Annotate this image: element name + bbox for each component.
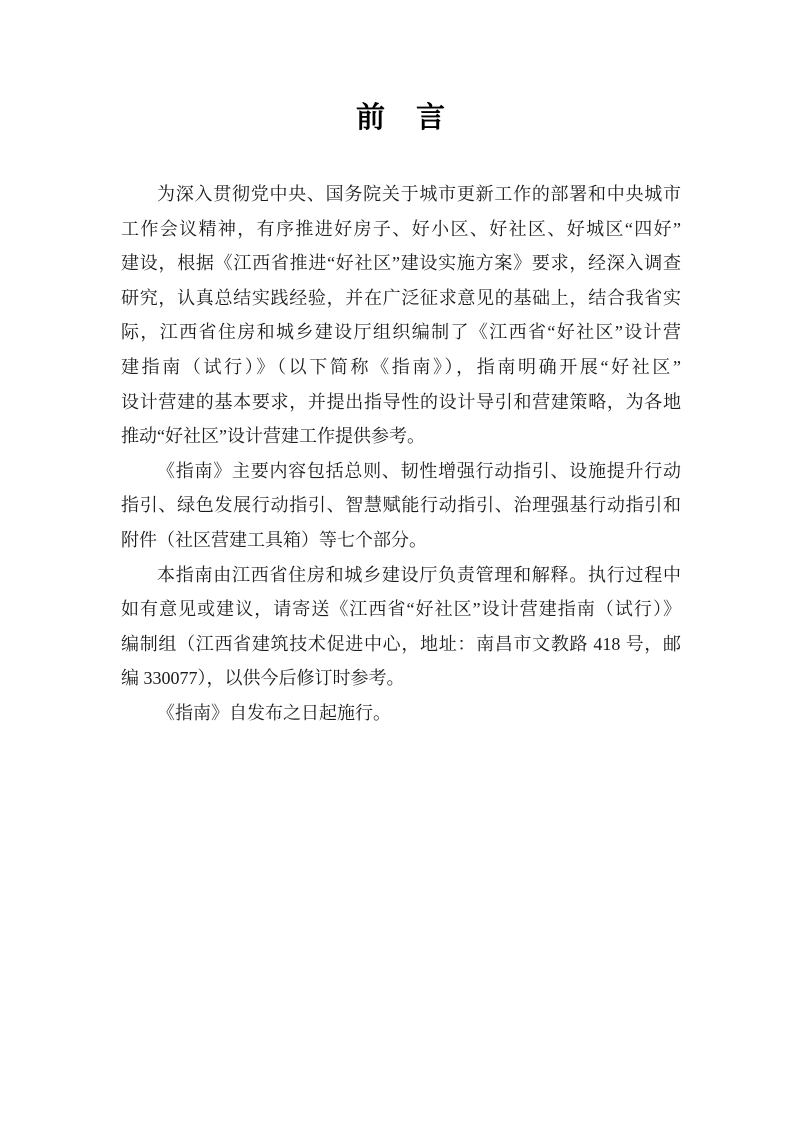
paragraph-4: [121, 696, 681, 731]
text-line: 《指南》主要内容包括总则、韧性增强行动指引、设施提升行动: [157, 460, 681, 481]
text-line: 指引、绿色发展行动指引、智慧赋能行动指引、治理强基行动指引和: [121, 495, 681, 516]
text-line: 编 330077），以供今后修订时参考。: [121, 668, 405, 689]
page-content: [121, 0, 681, 731]
document-body: [121, 177, 681, 731]
text-line: 建设，根据《江西省推进“好社区”建设实施方案》要求，经深入调查: [121, 253, 681, 274]
paragraph-3: [121, 558, 681, 696]
text-line: 编制组（江西省建筑技术促进中心，地址：南昌市文教路 418 号，邮: [121, 633, 681, 654]
text-line: 为深入贯彻党中央、国务院关于城市更新工作的部署和中央城市: [157, 184, 681, 204]
text-line: 本指南由江西省住房和城乡建设厅负责管理和解释。执行过程中: [157, 564, 681, 585]
paragraph-2: [121, 454, 681, 558]
text-line: 设计营建的基本要求，并提出指导性的设计导引和营建策略，为各地: [121, 391, 681, 412]
text-line: 工作会议精神，有序推进好房子、好小区、好社区、好城区“四好”: [121, 218, 681, 239]
paragraph-1: [121, 177, 681, 454]
text-line: 推动“好社区”设计营建工作提供参考。: [121, 426, 425, 447]
text-line: 附件（社区营建工具箱）等七个部分。: [121, 529, 427, 550]
text-line: 《指南》自发布之日起施行。: [157, 702, 391, 723]
text-line: 际，江西省住房和城乡建设厅组织编制了《江西省“好社区”设计营: [121, 322, 681, 343]
page-title: 前 言: [355, 102, 446, 134]
text-line: 建指南（试行）》（以下简称《指南》），指南明确开展“好社区”: [121, 356, 681, 377]
text-line: 研究，认真总结实践经验，并在广泛征求意见的基础上，结合我省实: [121, 287, 681, 308]
text-line: 如有意见或建议，请寄送《江西省“好社区”设计营建指南（试行）》: [121, 599, 681, 620]
